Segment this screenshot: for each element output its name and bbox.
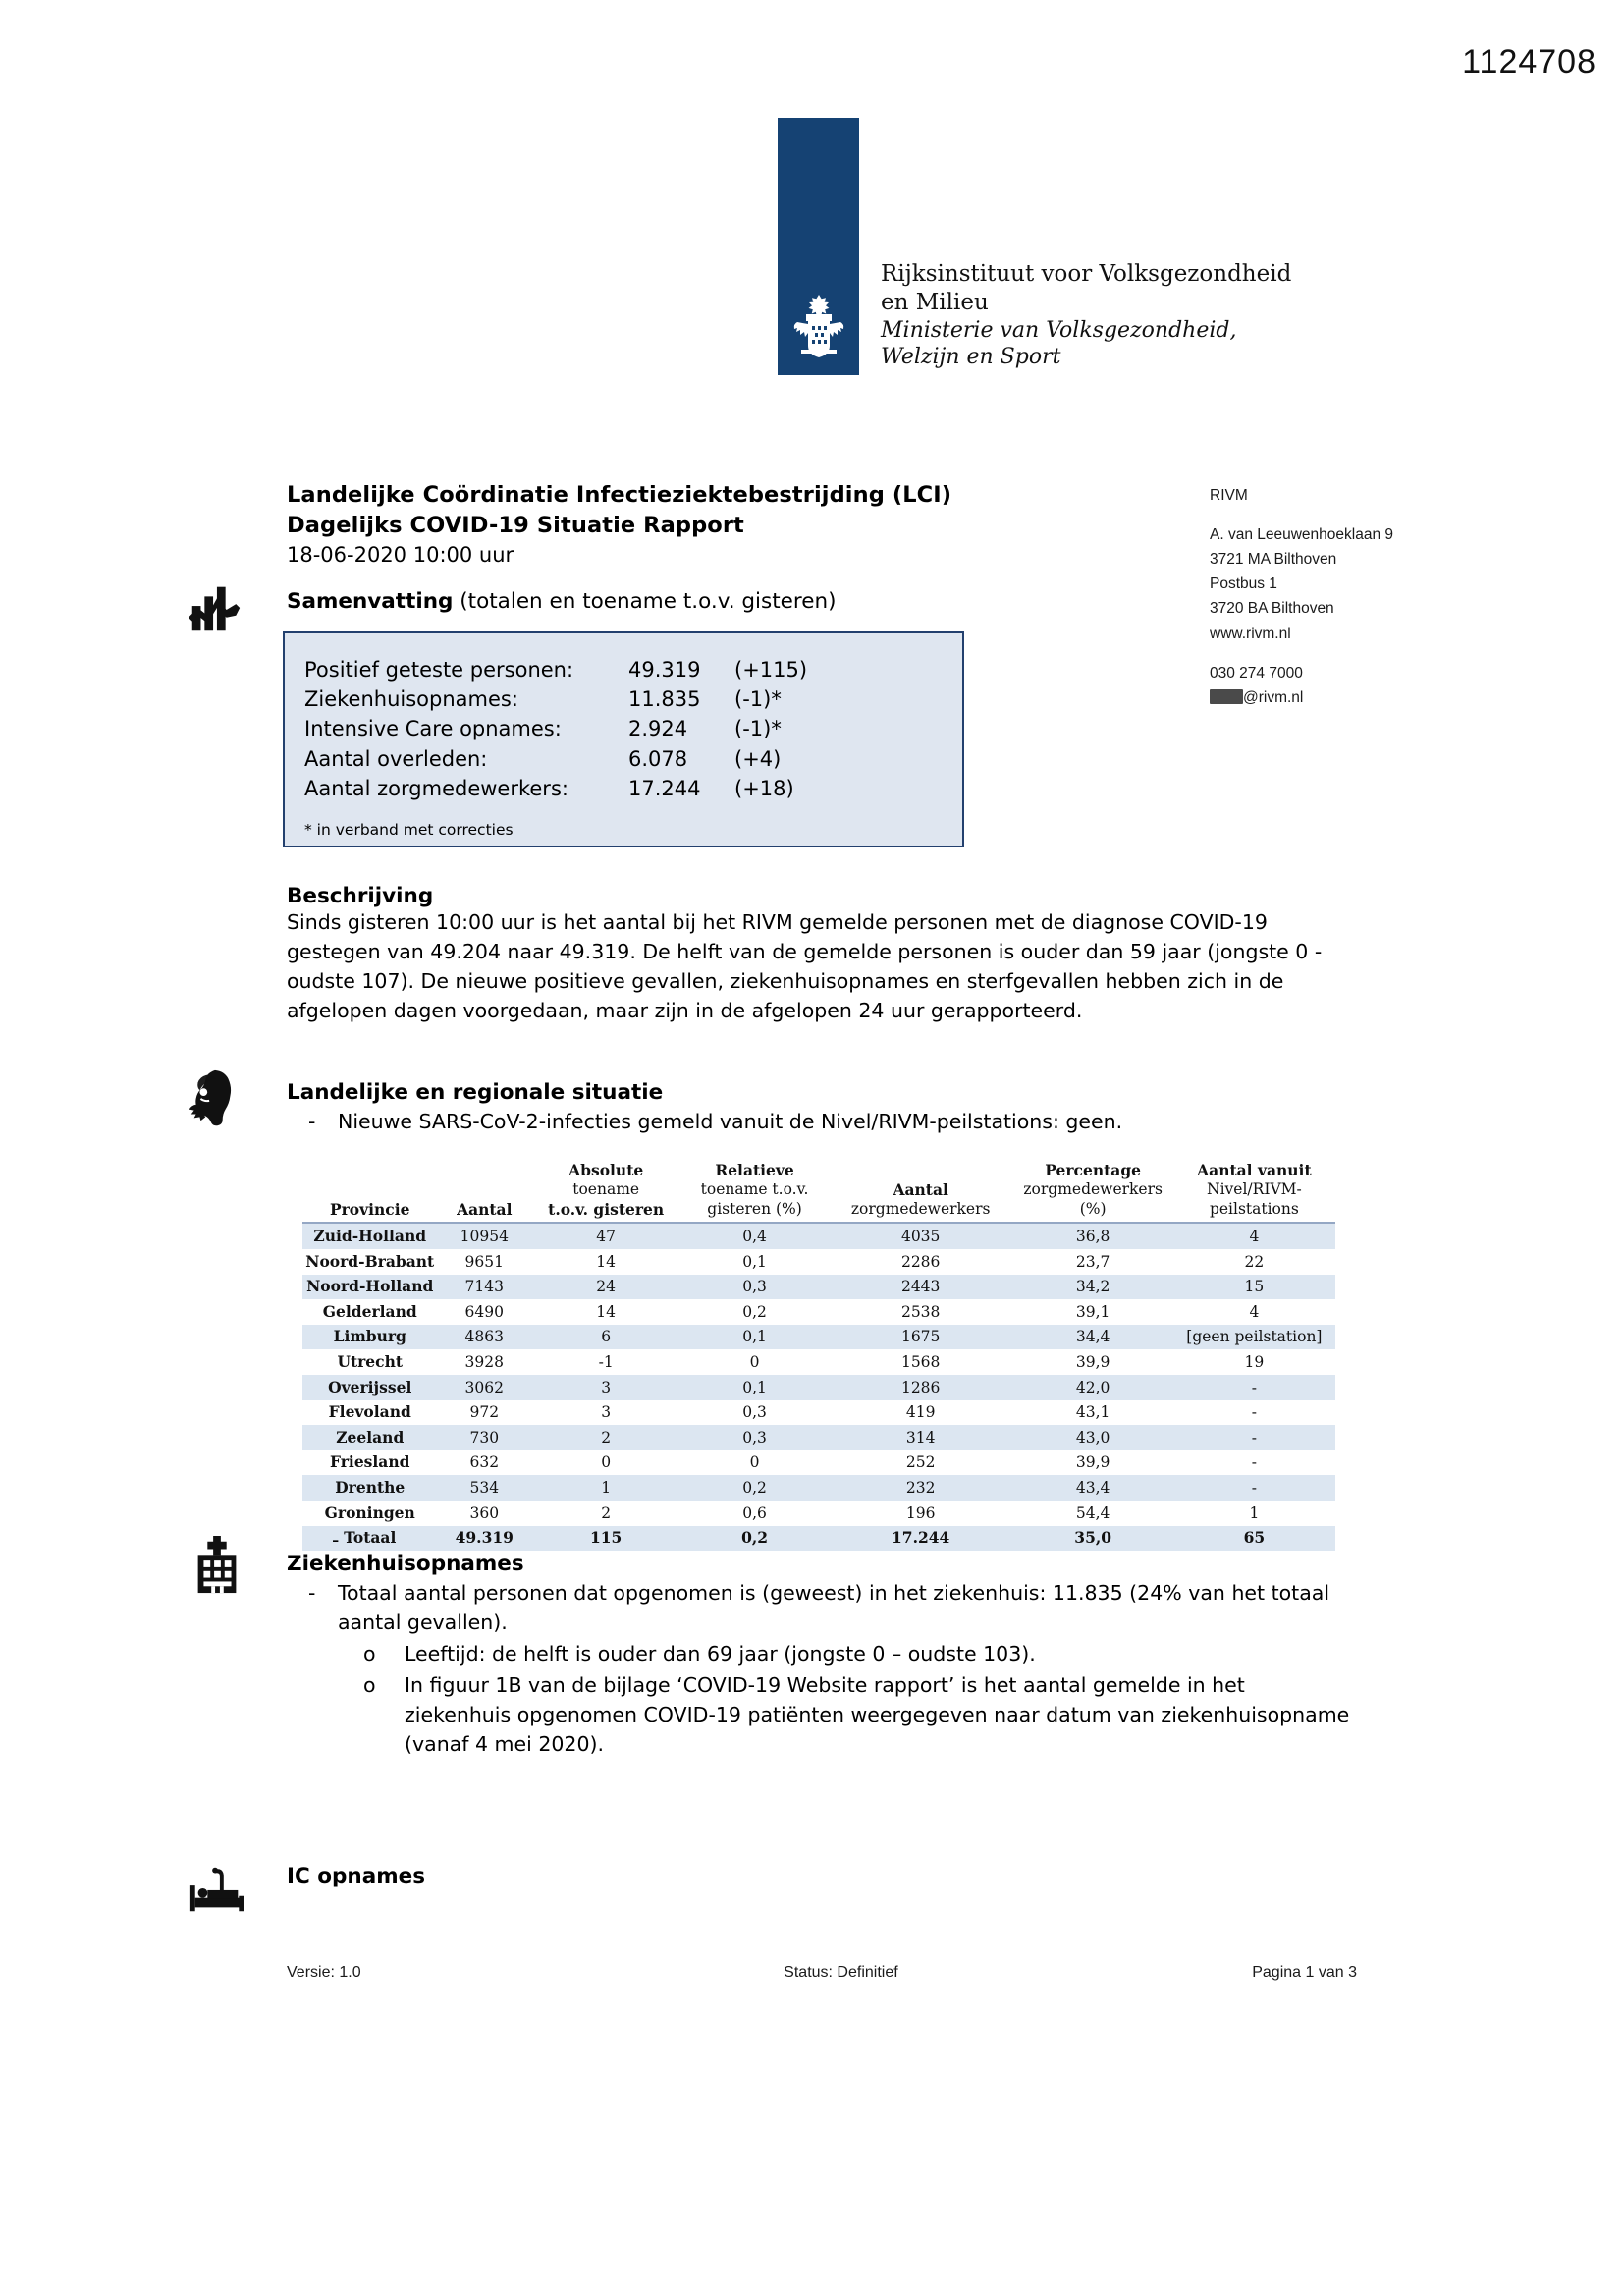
cell-peilstations: [geen peilstation] [1173,1325,1335,1350]
col-header-percentage-zorgmedewerkers [1013,1161,1173,1223]
ziekenhuisopnames-section [287,1552,1352,1760]
cell-peilstations: 65 [1173,1526,1335,1552]
col-header-relatieve-l1: Relatieve [715,1161,794,1179]
cell-provincie: Utrecht [337,1351,404,1371]
table-row [302,1400,1335,1426]
col-header-aantal-peilstations [1173,1161,1335,1223]
col-header-provincie [302,1161,438,1223]
cell-peilstations: - [1173,1375,1335,1400]
sub-bullet-marker: o [363,1672,376,1697]
ziekenhuisopnames-heading: Ziekenhuisopnames [287,1552,524,1576]
col-header-absolute-toename [531,1161,680,1223]
cell-absolute: 14 [596,1302,617,1321]
summary-delta: (+18) [734,776,794,800]
cell-relatieve: 0,2 [680,1526,829,1552]
report-title-block [287,480,951,572]
col-header-perc-l2: zorgmedewerkers [1023,1179,1163,1198]
redacted-email-box [1210,689,1243,704]
table-row [302,1275,1335,1300]
summary-value: 17.244 [628,776,701,800]
cell-zorg: 252 [905,1453,936,1472]
cell-provincie: Gelderland [322,1301,417,1321]
address-street: A. van Leeuwenhoeklaan 9 [1210,526,1394,544]
col-header-aantal [438,1161,532,1223]
col-header-zorg-l2: zorgmedewerkers [850,1199,991,1218]
cell-provincie: Limburg [302,1325,438,1350]
cell-percentage: 35,0 [1013,1526,1173,1552]
bullet-marker: - [308,1581,316,1605]
col-header-absolute-l3: t.o.v. gisteren [548,1199,665,1219]
cell-relatieve: 0,3 [680,1425,829,1450]
cell-aantal: 6490 [464,1302,504,1321]
summary-value: 11.835 [628,687,701,712]
cell-absolute: 2 [531,1425,680,1450]
cell-peilstations: 1 [1249,1503,1260,1522]
cell-zorg: 419 [905,1403,936,1422]
cell-percentage: 36,8 [1013,1223,1173,1249]
ic-opnames-heading: IC opnames [287,1864,426,1888]
bullet-text: Totaal aantal personen dat opgenomen is (geweest) in het ziekenhuis: 11.835 (24% van het totaal aantal gevallen). [338,1581,1330,1634]
dutch-coat-of-arms-icon [791,293,846,359]
cell-aantal: 3928 [464,1352,504,1371]
rivm-logo [778,118,1291,375]
beschrijving-section [287,884,1352,1026]
hospital-bed-icon [187,1858,247,1919]
col-header-peil-l1: Aantal vanuit [1197,1161,1312,1179]
summary-row [304,714,962,743]
footer-version: Versie: 1.0 [287,1964,361,1981]
cell-zorg: 2538 [900,1302,941,1321]
summary-label: Ziekenhuisopnames: [304,687,518,712]
samenvatting-heading-suffix: (totalen en toename t.o.v. gisteren) [453,589,837,614]
stray-bullet-marker: - [332,1528,340,1552]
col-header-absolute-l1: Absolute [568,1161,644,1179]
cell-relatieve: 0,1 [680,1375,829,1400]
page-subtitle: Dagelijks COVID-19 Situatie Rapport [287,512,744,538]
bullet-text: Nieuwe SARS-CoV-2-infecties gemeld vanuit de Nivel/RIVM-peilstations: geen. [338,1110,1123,1133]
cell-aantal: 972 [469,1403,500,1422]
sub-list-item [287,1640,1352,1669]
cell-peilstations: 4 [1173,1223,1335,1249]
cell-zorg: 1286 [829,1375,1013,1400]
cell-percentage: 39,1 [1075,1302,1110,1321]
table-row [302,1375,1335,1400]
cell-aantal: 4863 [438,1325,532,1350]
cell-absolute: 47 [531,1223,680,1249]
summary-label: Positief geteste personen: [304,658,574,682]
cell-zorg: 2443 [829,1275,1013,1300]
cell-peilstations: - [1251,1453,1257,1472]
beschrijving-paragraph: Sinds gisteren 10:00 uur is het aantal bij het RIVM gemelde personen met de diagnose COVID-19 gestegen van 49.204 naar 49.319. De helft van de gemelde personen is ouder dan 59 jaar (jongste 0 - oudste 107). De nieuwe positieve gevallen, ziekenhuisopnames en sterfgevallen hebben zich in de afgelopen dagen voorgedaan, maar zijn in de afgelopen 24 uur gerapporteerd. [287,910,1323,1022]
address-email [1210,685,1393,710]
table-header-row [302,1161,1335,1223]
regionale-situatie-heading: Landelijke en regionale situatie [287,1080,664,1105]
cell-absolute: 0 [601,1453,612,1472]
cell-relatieve: 0,1 [680,1325,829,1350]
address-org: RIVM [1210,487,1248,504]
summary-value: 2.924 [628,717,688,741]
table-row [302,1501,1335,1526]
summary-row [304,684,962,714]
summary-value: 6.078 [628,746,688,771]
sub-bullet-marker: o [363,1641,376,1666]
cell-aantal: 7143 [438,1275,532,1300]
cell-relatieve: 0,2 [680,1475,829,1501]
cell-percentage: 43,1 [1075,1403,1110,1422]
cell-peilstations: - [1173,1425,1335,1450]
table-body [302,1223,1335,1551]
summary-box [283,631,964,847]
page-footer [287,1964,1357,1982]
cell-percentage: 34,4 [1013,1325,1173,1350]
cell-provincie: Overijssel [302,1375,438,1400]
cell-aantal: 360 [469,1503,500,1522]
cell-zorg: 196 [905,1503,936,1522]
logo-text-block [881,260,1291,375]
cell-provincie: Noord-Brabant [305,1251,435,1271]
sub-bullet-text: In figuur 1B van de bijlage ‘COVID-19 Website rapport’ is het aantal gemelde in het ziekenhuis opgenomen COVID-19 patiënten weergegeven naar datum van ziekenhuisopname (vanaf 4 mei 2020). [405,1672,1350,1756]
cell-relatieve: 0,1 [742,1252,767,1271]
cell-absolute: 14 [596,1252,617,1271]
sub-list-item [287,1671,1352,1760]
table-row-total [302,1526,1335,1552]
cell-absolute: 2 [601,1503,612,1522]
cell-absolute: 3 [531,1375,680,1400]
table-head [302,1161,1335,1223]
cell-zorg: 232 [829,1475,1013,1501]
address-spacer-2 [1210,646,1393,661]
cell-relatieve: 0,2 [742,1302,767,1321]
table-row [302,1299,1335,1325]
cell-percentage: 54,4 [1075,1503,1110,1522]
cell-absolute: 1 [531,1475,680,1501]
cell-zorg: 4035 [829,1223,1013,1249]
cell-peilstations: 22 [1244,1252,1265,1271]
footer-page-number: Pagina 1 van 3 [1252,1964,1357,1981]
cell-percentage: 43,0 [1013,1425,1173,1450]
cell-relatieve: 0,3 [742,1403,767,1422]
col-header-zorg-l1: Aantal [893,1179,948,1199]
cell-provincie: Zuid-Holland [302,1223,438,1249]
page-title: Landelijke Coördinatie Infectieziektebestrijding (LCI) [287,482,952,508]
col-header-aantal-label: Aantal [457,1199,513,1219]
cell-zorg: 1675 [829,1325,1013,1350]
address-po-city: 3720 BA Bilthoven [1210,600,1334,618]
cell-absolute: 115 [531,1526,680,1552]
cell-percentage: 42,0 [1013,1375,1173,1400]
cell-absolute: 3 [601,1403,612,1422]
address-postal-city: 3721 MA Bilthoven [1210,551,1337,569]
table-row [302,1249,1335,1275]
col-header-perc-l3: (%) [1079,1199,1107,1218]
summary-rows [285,633,962,803]
col-header-relatieve-l2: toename t.o.v. [700,1179,809,1198]
cell-zorg: 17.244 [829,1526,1013,1552]
col-header-absolute-l2: toename [572,1179,640,1198]
address-spacer-1 [1210,508,1393,522]
hospital-building-icon [187,1534,247,1595]
cell-aantal: 632 [469,1453,500,1472]
cell-aantal: 730 [438,1425,532,1450]
cell-peilstations: - [1173,1475,1335,1501]
table-row [302,1425,1335,1450]
cell-relatieve: 0,4 [680,1223,829,1249]
cell-provincie: Zeeland [302,1425,438,1450]
scan-id: 1124708 [1462,43,1597,81]
summary-delta: (-1)* [734,687,782,712]
province-table [302,1161,1335,1551]
summary-label: Aantal overleden: [304,746,488,771]
col-header-peil-l2: Nivel/RIVM- [1207,1179,1302,1198]
bar-chart-line-icon [185,577,245,638]
footer-status: Status: Definitief [784,1964,898,1981]
cell-percentage: 39,9 [1075,1453,1110,1472]
cell-percentage: 39,9 [1075,1352,1110,1371]
summary-row [304,655,962,684]
table-row [302,1223,1335,1249]
cell-aantal: 534 [438,1475,532,1501]
cell-relatieve: 0 [749,1352,760,1371]
cell-provincie: Flevoland [328,1402,411,1422]
summary-footnote: * in verband met correcties [304,821,514,840]
col-header-provincie-label: Provincie [329,1199,410,1219]
samenvatting-heading [287,589,837,614]
logo-line-4: Welzijn en Sport [881,345,1061,370]
address-po-box: Postbus 1 [1210,575,1277,593]
cell-provincie: Groningen [324,1503,415,1522]
cell-percentage: 34,2 [1013,1275,1173,1300]
cell-provincie: Drenthe [302,1475,438,1501]
summary-delta: (+115) [734,658,808,682]
cell-absolute: 6 [531,1325,680,1350]
logo-line-1: Rijksinstituut voor Volksgezondheid [881,260,1292,287]
beschrijving-heading: Beschrijving [287,884,434,908]
cell-absolute: -1 [598,1352,614,1371]
cell-peilstations: 4 [1249,1302,1260,1321]
address-website: www.rivm.nl [1210,625,1291,642]
table-row [302,1475,1335,1501]
report-datetime: 18-06-2020 10:00 uur [287,543,514,568]
summary-delta: (-1)* [734,717,782,741]
cell-relatieve: 0,6 [742,1503,767,1522]
summary-label: Intensive Care opnames: [304,717,562,741]
list-item [287,1108,1352,1137]
cell-aantal: 10954 [438,1223,532,1249]
cell-aantal: 9651 [464,1252,504,1271]
table-row [302,1325,1335,1350]
summary-value: 49.319 [628,658,701,682]
cell-zorg: 314 [829,1425,1013,1450]
summary-delta: (+4) [734,746,782,771]
cell-relatieve: 0 [749,1453,760,1472]
cell-provincie: Friesland [330,1452,410,1472]
cell-peilstations: 15 [1173,1275,1335,1300]
col-header-relatieve-l3: gisteren (%) [707,1199,802,1218]
cell-provincie: Noord-Holland [302,1275,438,1300]
cell-aantal: 3062 [438,1375,532,1400]
samenvatting-heading-bold: Samenvatting [287,589,454,614]
table-row [302,1349,1335,1375]
cell-percentage: 23,7 [1075,1252,1110,1271]
col-header-aantal-zorgmedewerkers [829,1161,1013,1223]
cell-peilstations: - [1251,1403,1257,1422]
logo-line-2: en Milieu [881,289,989,315]
table-row [302,1450,1335,1476]
col-header-relatieve-toename [680,1161,829,1223]
cell-peilstations: 19 [1244,1352,1265,1371]
logo-line-3: Ministerie van Volksgezondheid, [881,317,1237,343]
logo-blue-bar [778,118,859,375]
summary-row [304,744,962,774]
address-block [1210,483,1393,710]
col-header-peil-l3: peilstations [1209,1199,1299,1218]
summary-row [304,774,962,803]
col-header-perc-l1: Percentage [1045,1161,1142,1179]
cell-aantal: 49.319 [438,1526,532,1552]
summary-label: Aantal zorgmedewerkers: [304,776,568,800]
regionale-situatie-section [287,1080,1352,1137]
cell-provincie: Totaal [302,1526,438,1552]
address-email-suffix: @rivm.nl [1243,688,1304,706]
sub-bullet-text: Leeftijd: de helft is ouder dan 69 jaar (jongste 0 – oudste 103). [405,1641,1036,1666]
netherlands-map-icon [183,1066,244,1127]
cell-zorg: 2286 [900,1252,941,1271]
cell-zorg: 1568 [900,1352,941,1371]
cell-absolute: 24 [531,1275,680,1300]
cell-relatieve: 0,3 [680,1275,829,1300]
bullet-marker: - [308,1110,316,1133]
address-phone: 030 274 7000 [1210,664,1303,682]
cell-percentage: 43,4 [1013,1475,1173,1501]
list-item [287,1579,1352,1638]
